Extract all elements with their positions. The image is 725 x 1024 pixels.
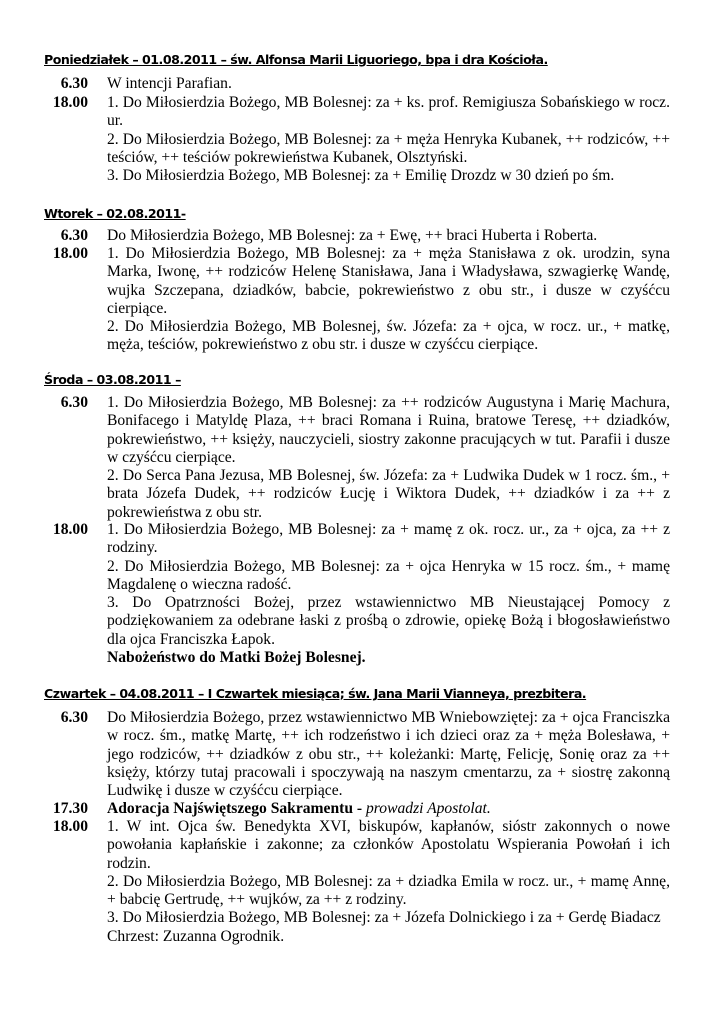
day-heading: Wtorek – 02.08.2011- [44,206,186,221]
mass-intention [107,394,670,522]
intention-paragraph: 2. Do Serca Pana Jezusa, MB Bolesnej, św. Józefa: za + Ludwika Dudek w 1 rocz. śm., + brata Józefa Dudek, ++ rodziców Łucję i Wiktora Dudek, ++ dziadków i za ++ z pokrewieństwa z obu str. [107,467,670,521]
intention-paragraph: 2. Do Miłosierdzia Bożego, MB Bolesnej: za + ojca Henryka w 15 rocz. śm., + mamę Magdalenę o wieczna radość. [107,557,670,593]
day-heading: Czwartek – 04.08.2011 – I Czwartek miesiąca; św. Jana Marii Vianneya, prezbitera. [44,686,587,701]
intention-paragraph: 1. W int. Ojca św. Benedykta XVI, biskupów, kapłanów, sióstr zakonnych o nowe powołania kapłańskie i zakonne; za członków Apostolatu Wspierania Powołań i ich rodzin. [107,818,670,872]
mass-time: 17.30 [52,800,88,817]
intention-paragraph: 2. Do Miłosierdzia Bożego, MB Bolesnej: za + dziadka Emila w rocz. ur., + mamę Annę, + babcię Gertrudę, ++ wujków, za ++ z rodziny. [107,872,670,909]
day-heading: Poniedziałek – 01.08.2011 – św. Alfonsa Marii Liguoriego, bpa i dra Kościoła. [44,52,548,67]
mass-intention [107,94,670,185]
intention-paragraph: W intencji Parafian. [107,75,232,92]
adoration-label: Adoracja Najświętszego Sakramentu - [107,800,363,817]
mass-intention [107,709,670,800]
devotion-note: Nabożeństwo do Matki Bożej Bolesnej. [107,649,366,667]
intention-paragraph: 2. Do Miłosierdzia Bożego, MB Bolesnej, św. Józefa: za + ojca, w rocz. ur., + matkę, męża, teściów, pokrewieństwo z obu str. i dusze w czyśćcu cierpiące. [107,318,670,354]
intention-paragraph: 1. Do Miłosierdzia Bożego, MB Bolesnej: za ++ rodziców Augustyna i Marię Machura, Bonifacego i Matyldę Plaza, ++ braci Romana i Ruina, bratowe Teresę, ++ dziadków, pokrewieństwo, ++ księży, nauczycieli, siostry zakonne pracujących w tut. Parafii i dusze w czyśćcu cierpiące. [107,394,670,466]
day-heading: Środa – 03.08.2011 – [44,372,181,387]
mass-time: 18.00 [52,94,88,111]
intention-paragraph: 3. Do Miłosierdzia Bożego, MB Bolesnej: za + Józefa Dolnickiego i za + Gerdę Biadacz [107,909,661,927]
baptism-note: Chrzest: Zuzanna Ogrodnik. [107,927,285,945]
intention-paragraph: Do Miłosierdzia Bożego, MB Bolesnej: za + Ewę, ++ braci Huberta i Roberta. [107,227,598,244]
adoration-leader: prowadzi Apostolat. [366,800,491,817]
mass-time: 6.30 [60,227,88,244]
intention-paragraph: 1. Do Miłosierdzia Bożego, MB Bolesnej: za + ks. prof. Remigiusza Sobańskiego w rocz. ur. [107,94,670,130]
intention-paragraph: 2. Do Miłosierdzia Bożego, MB Bolesnej: za + męża Henryka Kubanek, ++ rodziców, ++ teściów, ++ teściów pokrewieństwa Kubanek, Olsztyński. [107,130,670,166]
mass-intention [107,75,670,93]
mass-time: 18.00 [52,521,88,538]
mass-time: 18.00 [52,818,88,835]
adoration-line [107,800,670,818]
mass-time: 6.30 [60,394,88,411]
mass-intention [107,245,670,355]
mass-time: 18.00 [52,245,88,262]
mass-intention [107,521,670,667]
intention-paragraph: 3. Do Opatrzności Bożej, przez wstawiennictwo MB Nieustającej Pomocy z podziękowaniem za odebrane łaski z prośbą o zdrowie, opiekę Bożą i błogosławieństwo dla ojca Franciszka Łapok. [107,594,670,648]
mass-time: 6.30 [60,75,88,92]
mass-intention [107,818,670,946]
mass-time: 6.30 [60,709,88,726]
intention-paragraph: 1. Do Miłosierdzia Bożego, MB Bolesnej: za + mamę z ok. rocz. ur., za + ojca, za ++ z rodziny. [107,521,670,557]
mass-intention [107,227,670,245]
intention-paragraph: 1. Do Miłosierdzia Bożego, MB Bolesnej: za + męża Stanisława z ok. urodzin, syna Marka, Iwonę, ++ rodziców Helenę Stanisława, Jana i Władysława, szwagierkę Wandę, wujka Szczepana, dziadków, babcie, pokrewieństwo z obu str., i dusze w czyśćcu cierpiące. [107,245,670,317]
intention-paragraph: Do Miłosierdzia Bożego, przez wstawiennictwo MB Wniebowziętej: za + ojca Franciszka w rocz. śm., matkę Martę, ++ ich rodzeństwo i ich dzieci oraz za + męża Bolesława, + jego rodziców, ++ dziadków z obu str., ++ koleżanki: Martę, Felicję, Sonię oraz za ++ księży, którzy tutaj pracowali i spoczywają na naszym cmentarzu, za + siostrę zakonną Ludwikę i dusze w czyśćcu cierpiące. [107,709,670,800]
intention-paragraph: 3. Do Miłosierdzia Bożego, MB Bolesnej: za + Emilię Drozdz w 30 dzień po śm. [107,167,615,185]
